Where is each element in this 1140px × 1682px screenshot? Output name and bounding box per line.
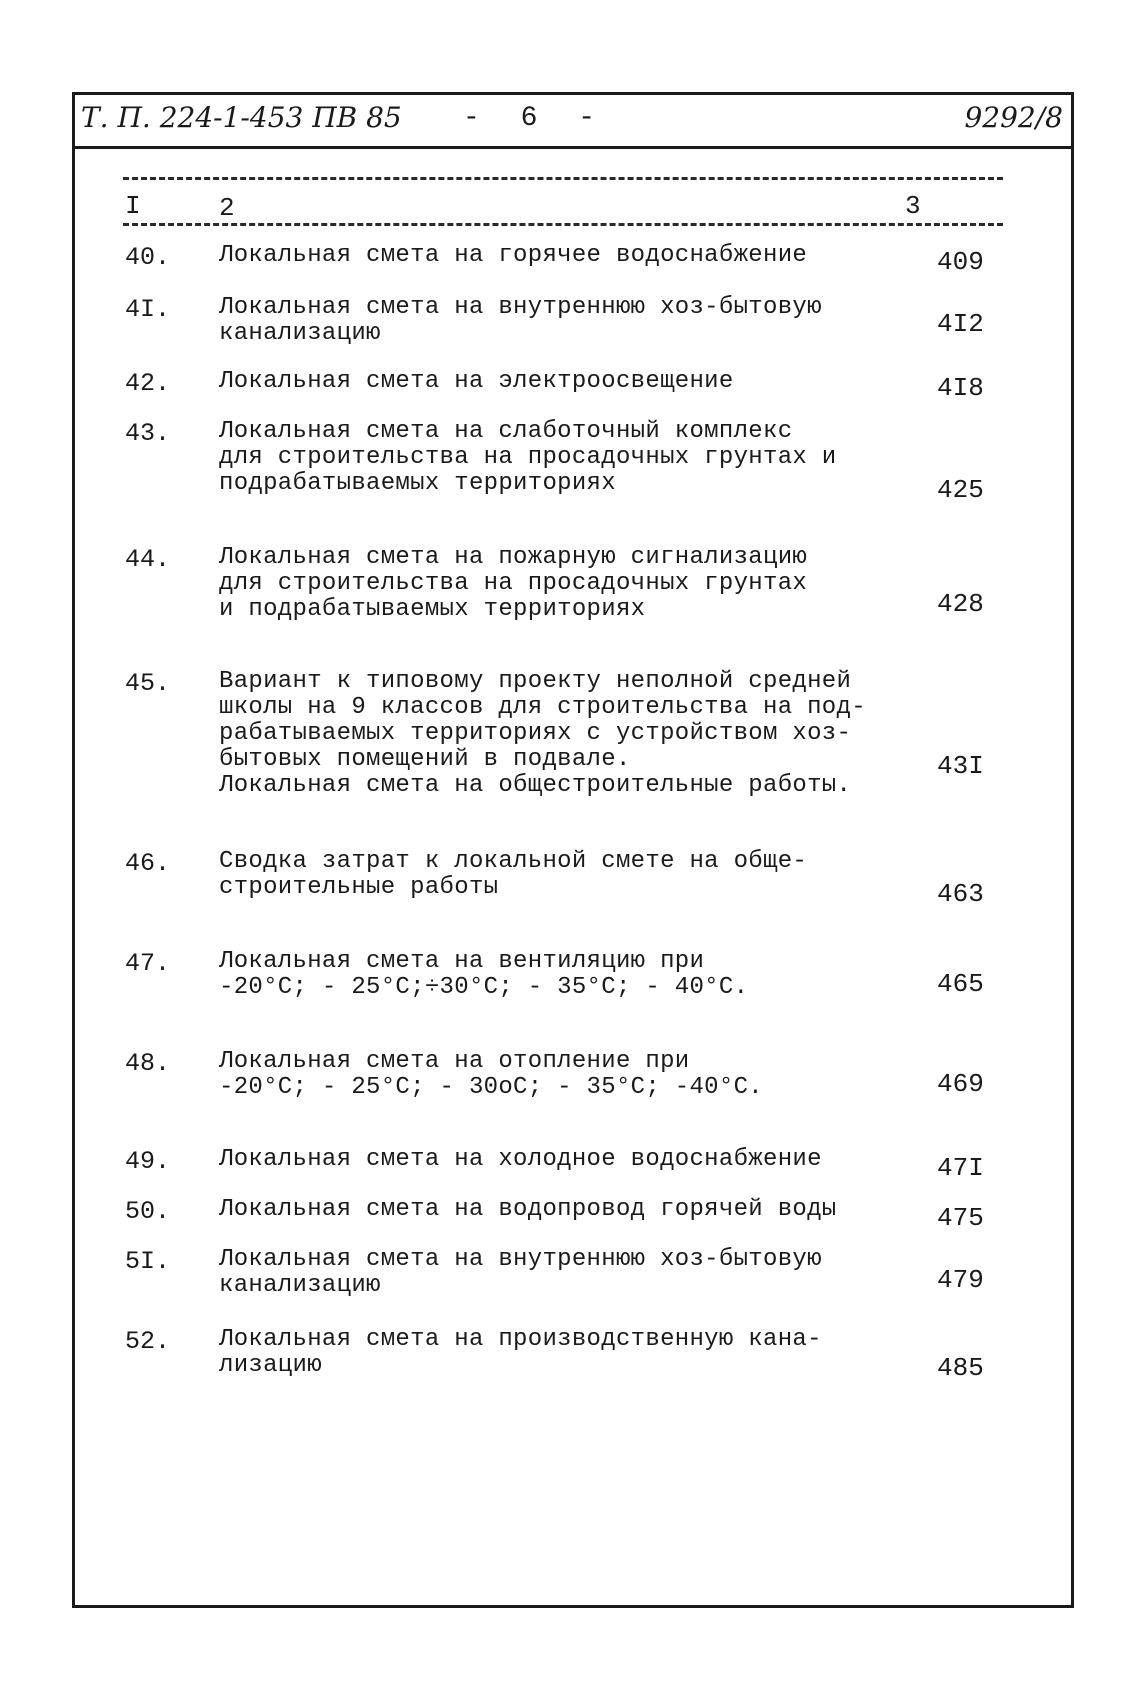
row-title: Локальная смета на внутреннюю хоз-бытовую канализацию [219, 1246, 822, 1299]
row-title: Локальная смета на слаботочный комплекс для строительства на просадочных грунтах и подрабатываемых территориях [219, 418, 837, 497]
row-title: Локальная смета на электроосвещение [219, 368, 734, 395]
row-page: 479 [937, 1265, 984, 1295]
row-page: 425 [937, 475, 984, 505]
row-number: 40. [125, 243, 171, 272]
page-number: - 6 - [463, 103, 608, 134]
row-page: 4I8 [937, 373, 984, 403]
column-header-2: 2 [219, 193, 235, 223]
row-title: Локальная смета на внутреннюю хоз-бытовую канализацию [219, 294, 822, 347]
row-number: 49. [125, 1147, 171, 1176]
row-title: Локальная смета на отопление при -20°С; - 25°С; - 30оС; - 35°С; -40°С. [219, 1048, 763, 1101]
row-page: 4I2 [937, 309, 984, 339]
column-header-3: 3 [905, 191, 921, 221]
row-title: Локальная смета на вентиляцию при -20°С; - 25°С;÷30°С; - 35°С; - 40°С. [219, 948, 749, 1001]
row-page: 463 [937, 879, 984, 909]
title-block [75, 95, 1071, 149]
document-code: Т. П. 224-1-453 ПВ 85 [81, 101, 402, 134]
row-number: 4I. [125, 295, 171, 324]
row-number: 45. [125, 669, 171, 698]
row-number: 48. [125, 1049, 171, 1078]
row-number: 46. [125, 849, 171, 878]
row-title: Локальная смета на водопровод горячей воды [219, 1196, 837, 1223]
row-number: 44. [125, 545, 171, 574]
row-page: 43I [937, 751, 984, 781]
row-number: 47. [125, 949, 171, 978]
page-frame [72, 92, 1074, 1608]
row-page: 475 [937, 1203, 984, 1233]
row-page: 469 [937, 1069, 984, 1099]
row-title: Сводка затрат к локальной смете на обще- строительные работы [219, 848, 808, 901]
row-page: 485 [937, 1353, 984, 1383]
row-page: 47I [937, 1153, 984, 1183]
column-header-1: I [125, 191, 141, 221]
row-title: Локальная смета на горячее водоснабжение [219, 242, 808, 269]
row-page: 428 [937, 589, 984, 619]
header-dashed-rule [123, 223, 1003, 226]
top-dashed-rule [123, 177, 1003, 180]
sheet-code: 9292/8 [964, 101, 1063, 134]
row-number: 50. [125, 1197, 171, 1226]
row-number: 52. [125, 1327, 171, 1356]
row-page: 465 [937, 969, 984, 999]
row-number: 43. [125, 419, 171, 448]
row-title: Локальная смета на пожарную сигнализацию для строительства на просадочных грунтах и подрабатываемых территориях [219, 544, 808, 623]
row-title: Вариант к типовому проекту неполной средней школы на 9 классов для строительства на под- рабатываемых территориях с устройством хоз- бытовых помещений в подвале. Локальная смета на общестроительные работы. [219, 668, 866, 799]
row-number: 5I. [125, 1247, 171, 1276]
row-title: Локальная смета на холодное водоснабжение [219, 1146, 822, 1173]
row-title: Локальная смета на производственную кана- лизацию [219, 1326, 822, 1379]
row-number: 42. [125, 369, 171, 398]
row-page: 409 [937, 247, 984, 277]
